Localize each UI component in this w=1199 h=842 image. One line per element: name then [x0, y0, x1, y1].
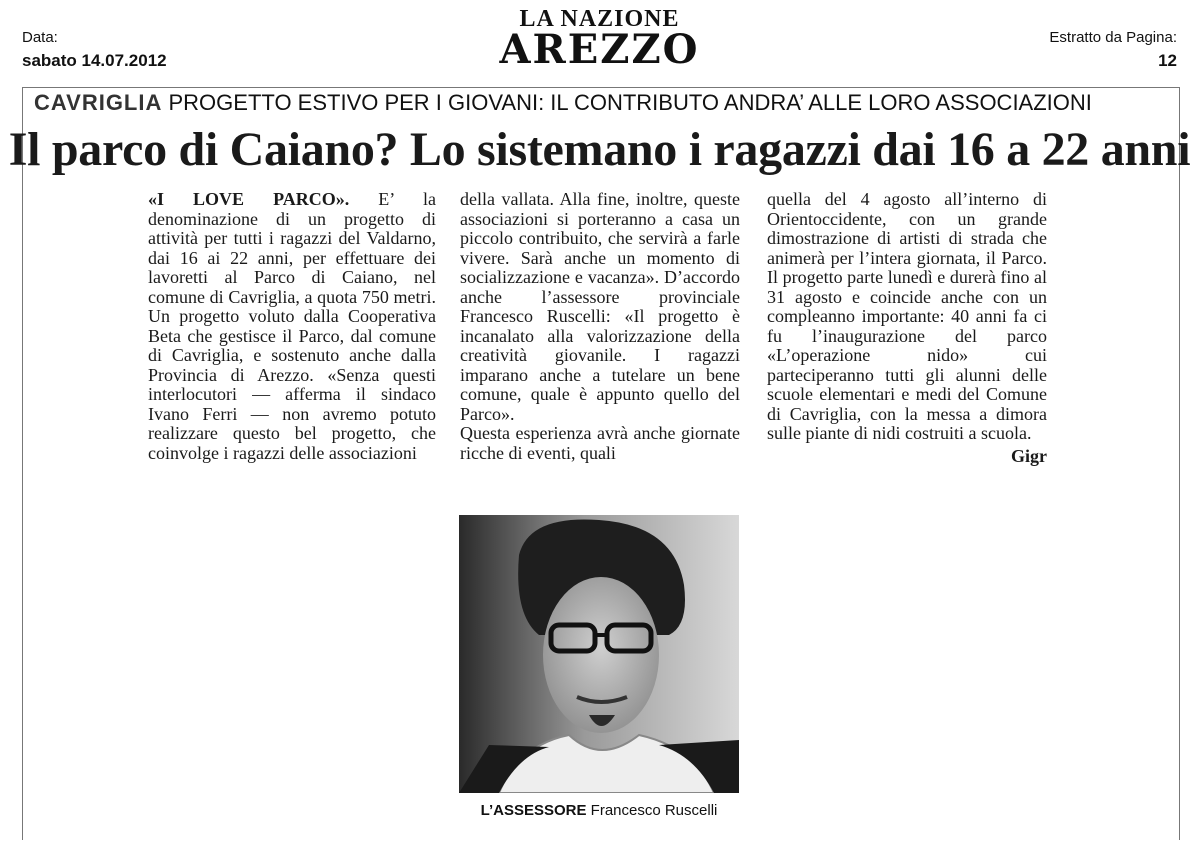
photo-caption	[459, 802, 739, 819]
article-column-2	[460, 190, 740, 463]
masthead	[0, 6, 1199, 73]
publication-date: sabato 14.07.2012	[22, 51, 167, 70]
caption-role: L’ASSESSORE	[480, 802, 587, 819]
kicker-place: CAVRIGLIA	[34, 90, 163, 115]
article-lead: «I LOVE PARCO».	[148, 189, 350, 209]
page-number: 12	[1158, 51, 1177, 70]
article-headline: Il parco di Caiano? Lo sistemano i ragazzi dai 16 a 22 anni	[8, 123, 1191, 176]
article-byline: Gigr	[1011, 445, 1047, 466]
column-2-text-b: Questa esperienza avrà anche giornate ricche di eventi, quali	[460, 423, 740, 463]
kicker-text: PROGETTO ESTIVO PER I GIOVANI: IL CONTRIBUTO ANDRA’ ALLE LORO ASSOCIAZIONI	[168, 90, 1092, 115]
article-column-3	[767, 190, 1047, 466]
article-column-1	[148, 190, 436, 463]
date-label: Data:	[22, 29, 58, 46]
page-block	[1049, 28, 1177, 70]
edition-city: AREZZO	[499, 26, 700, 73]
column-2-text: della vallata. Alla fine, inoltre, queste associazioni si porteranno a casa un piccolo contribuito, che servirà a farle vivere. Sarà anche un momento di socializzazione e vacanza». D’accordo anche l’assessore provinciale Francesco Ruscelli: «Il progetto è incanalato alla valorizzazione della creatività giovanile. I ragazzi imparano anche a tutelare un bene comune, quale è appunto quello del Parco».	[460, 189, 740, 424]
caption-name: Francesco Ruscelli	[590, 802, 718, 819]
column-1-text: E’ la denominazione di un progetto di attività per tutti i ragazzi del Valdarno, dai 16 ai 22 anni, per effettuare dei lavoretti al Parco di Caiano, nel comune di Cavriglia, a quota 750 metri. Un progetto voluto dalla Cooperativa Beta che gestisce il Parco, dal comune di Cavriglia, e sostenuto anche dalla Provincia di Arezzo. «Senza questi interlocutori — afferma il sindaco Ivano Ferri — non avremo potuto realizzare questo bel progetto, che coinvolge i ragazzi delle associazioni	[148, 189, 436, 463]
newspaper-name: LA NAZIONE	[519, 6, 680, 32]
portrait-photo	[459, 515, 739, 793]
article-kicker	[34, 90, 1092, 116]
extract-label: Estratto da Pagina:	[1049, 29, 1177, 46]
column-3-text: quella del 4 agosto all’interno di Orientoccidente, con un grande dimostrazione di artisti di strada che animerà per l’intera giornata, il Parco. Il progetto parte lunedì e durerà fino al 31 agosto e coincide anche con un compleanno importante: 40 anni fa ci fu l’inaugurazione del parco «L’operazione nido» cui parteciperanno tutti gli alunni delle scuole elementari e medi del Comune di Cavriglia, con la messa a dimora sulle piante di nidi costruiti a scuola.	[767, 189, 1047, 443]
